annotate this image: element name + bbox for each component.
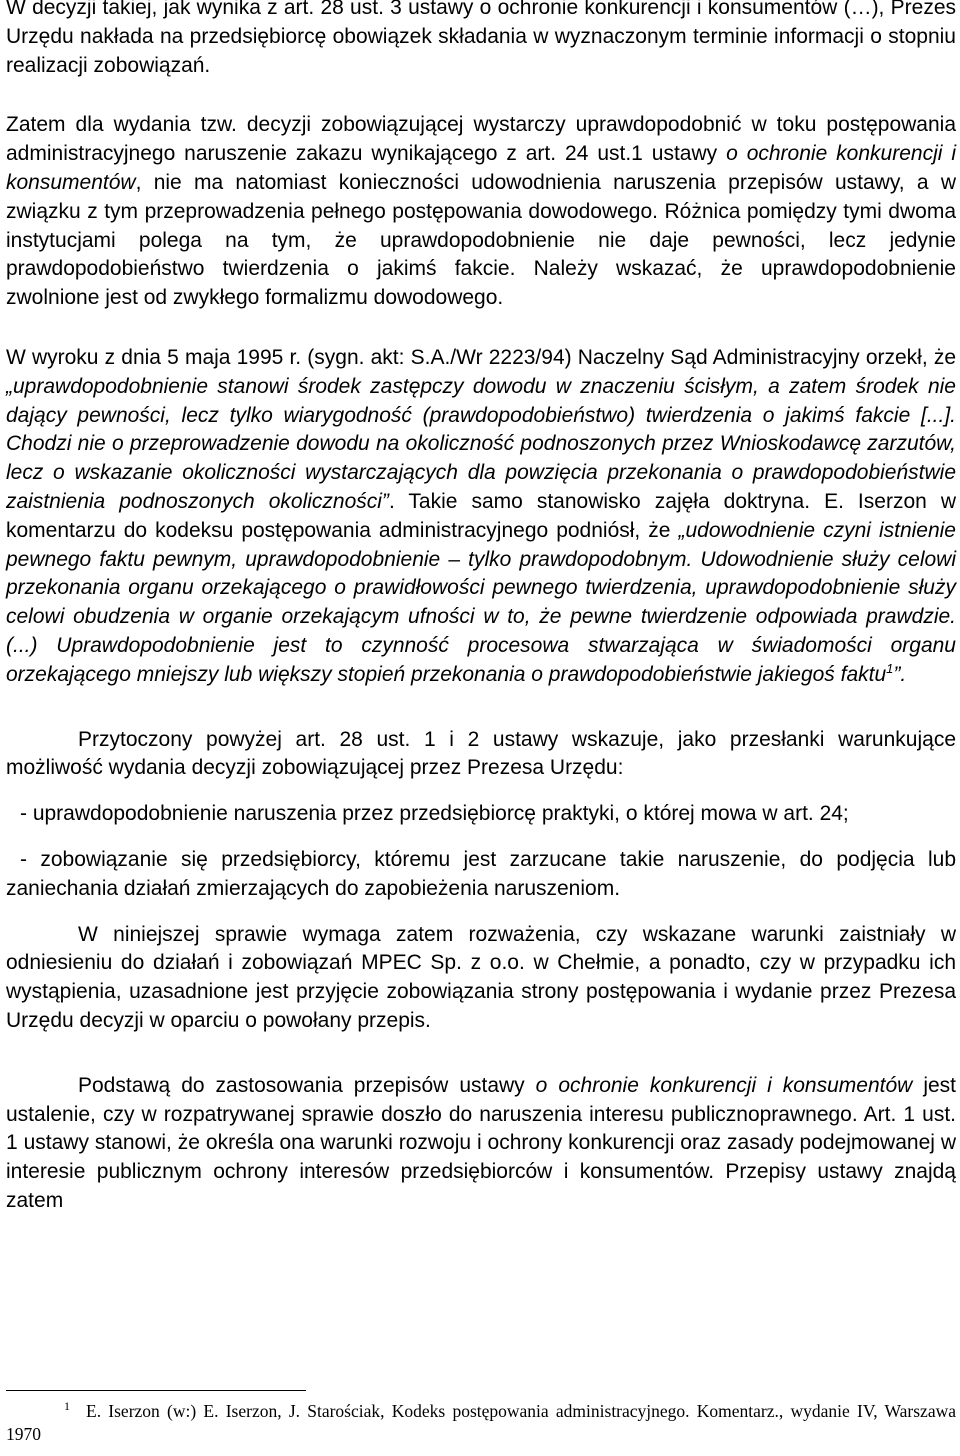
footnote-number: 1 — [64, 1399, 70, 1413]
condition-item-2: - zobowiązanie się przedsiębiorcy, któremu jest zarzucane takie naruszenie, do podjęcia lub zaniechania działań zmierzających do zapobieżenia naruszeniom. — [6, 847, 956, 900]
paragraph-3-text: W wyroku z dnia 5 maja 1995 r. (sygn. akt: S.A./Wr 2223/94) Naczelny Sąd Administracyjny orzekł, że — [6, 345, 956, 369]
condition-item-1: - uprawdopodobnienie naruszenia przez przedsiębiorcę praktyki, o której mowa w art. 24; — [20, 802, 849, 826]
paragraph-8-text-cont: jest ustalenie, czy w rozpatrywanej sprawie doszło do naruszenia interesu publicznoprawnego. Art. 1 ust. 1 ustawy stanowi, że określa ona warunki rozwoju i ochrony konkurencji oraz zasady podejmowanej w interesie publicznym ochrony interesów przedsiębiorców i konsumentów. Przepisy ustawy znajdą zatem — [6, 1073, 956, 1212]
quote-end: ”. — [893, 662, 907, 686]
paragraph-2-text-cont: , nie ma natomiast konieczności udowodnienia naruszenia przepisów ustawy, a w związku z tym przeprowadzenia pełnego postępowania dowodowego. Różnica pomiędzy tymi dwoma instytucjami polega na tym, że uprawdopodobnienie nie daje pewności, lecz jedynie prawdopodobieństwo twierdzenia o jakimś fakcie. Należy wskazać, że uprawdopodobnienie zwolnione jest od zwykłego formalizmu dowodowego. — [6, 170, 956, 310]
footnote — [6, 1400, 956, 1446]
paragraph-7: W niniejszej sprawie wymaga zatem rozważenia, czy wskazane warunki zaistniały w odniesieniu do działań i zobowiązań MPEC Sp. z o.o. w Chełmie, a ponadto, czy w przypadku ich wystąpienia, uzasadnione jest przyjęcie zobowiązania strony postępowania i wydanie przez Prezesa Urzędu decyzji w oparciu o powołany przepis. — [6, 922, 956, 1032]
footnote-reference: 1 — [886, 660, 894, 676]
act-title-italic: o ochronie konkurencji i konsumentów — [535, 1073, 913, 1097]
paragraph-8-text: Podstawą do zastosowania przepisów ustawy — [78, 1073, 536, 1097]
iserzon-quote-italic: „udowodnienie czyni istnienie pewnego faktu pewnym, uprawdopodobnienie – tylko prawdopodobnym. Udowodnienie służy celowi przekonania organu orzekającego o prawidłowości pewnego twierdzenia, uprawdopodobnienie służy celowi obudzenia w organie orzekającym ufności w to, że pewne twierdzenie odpowiada prawdzie. (...) Uprawdopodobnienie jest to czynność procesowa stwarzająca w świadomości organu orzekającego mniejszy lub większy stopień przekonania o prawdopodobieństwie jakiegoś faktu — [6, 518, 956, 686]
paragraph-4: Przytoczony powyżej art. 28 ust. 1 i 2 ustawy wskazuje, jako przesłanki warunkujące możliwość wydania decyzji zobowiązującej przez Prezesa Urzędu: — [6, 727, 956, 780]
paragraph-3-text-cont: . Takie samo stanowisko zajęła doktryna. E. Iserzon w komentarzu do kodeksu postępowania administracyjnego podniósł, że — [6, 489, 956, 542]
paragraph-3 — [6, 344, 956, 690]
paragraph-2-text: Zatem dla wydania tzw. decyzji zobowiązującej wystarczy uprawdopodobnić w toku postępowania administracyjnego naruszenie zakazu wynikającego z art. 24 ust.1 ustawy — [6, 113, 956, 166]
paragraph-2 — [6, 111, 956, 313]
paragraph-8 — [6, 1072, 956, 1216]
court-quote-italic: „uprawdopodobnienie stanowi środek zastępczy dowodu w znaczeniu ścisłym, a zatem środek nie dający pewności, lecz tylko wiarygodność (prawdopodobieństwo) twierdzenia o jakimś fakcie [...]. Chodzi nie o przeprowadzenie dowodu na okoliczność podnoszonych przez Wnioskodawcę zarzutów, lecz o wskazanie okoliczności wystarczających dla powzięcia przekonania o prawdopodobieństwie zaistnienia podnoszonych okoliczności” — [6, 374, 956, 513]
document-body — [6, 0, 956, 1216]
paragraph-1: W decyzji takiej, jak wynika z art. 28 ust. 3 ustawy o ochronie konkurencji i konsumentów (…), Prezes Urzędu nakłada na przedsiębiorcę obowiązek składania w wyznaczonym terminie informacji o stopniu realizacji zobowiązań. — [6, 0, 956, 77]
footnote-text: E. Iserzon (w:) E. Iserzon, J. Starościak, Kodeks postępowania administracyjnego. Komentarz., wydanie IV, Warszawa 1970 — [6, 1401, 956, 1444]
footnote-separator — [6, 1390, 306, 1391]
act-title-italic: o ochronie konkurencji i konsumentów — [6, 142, 956, 194]
